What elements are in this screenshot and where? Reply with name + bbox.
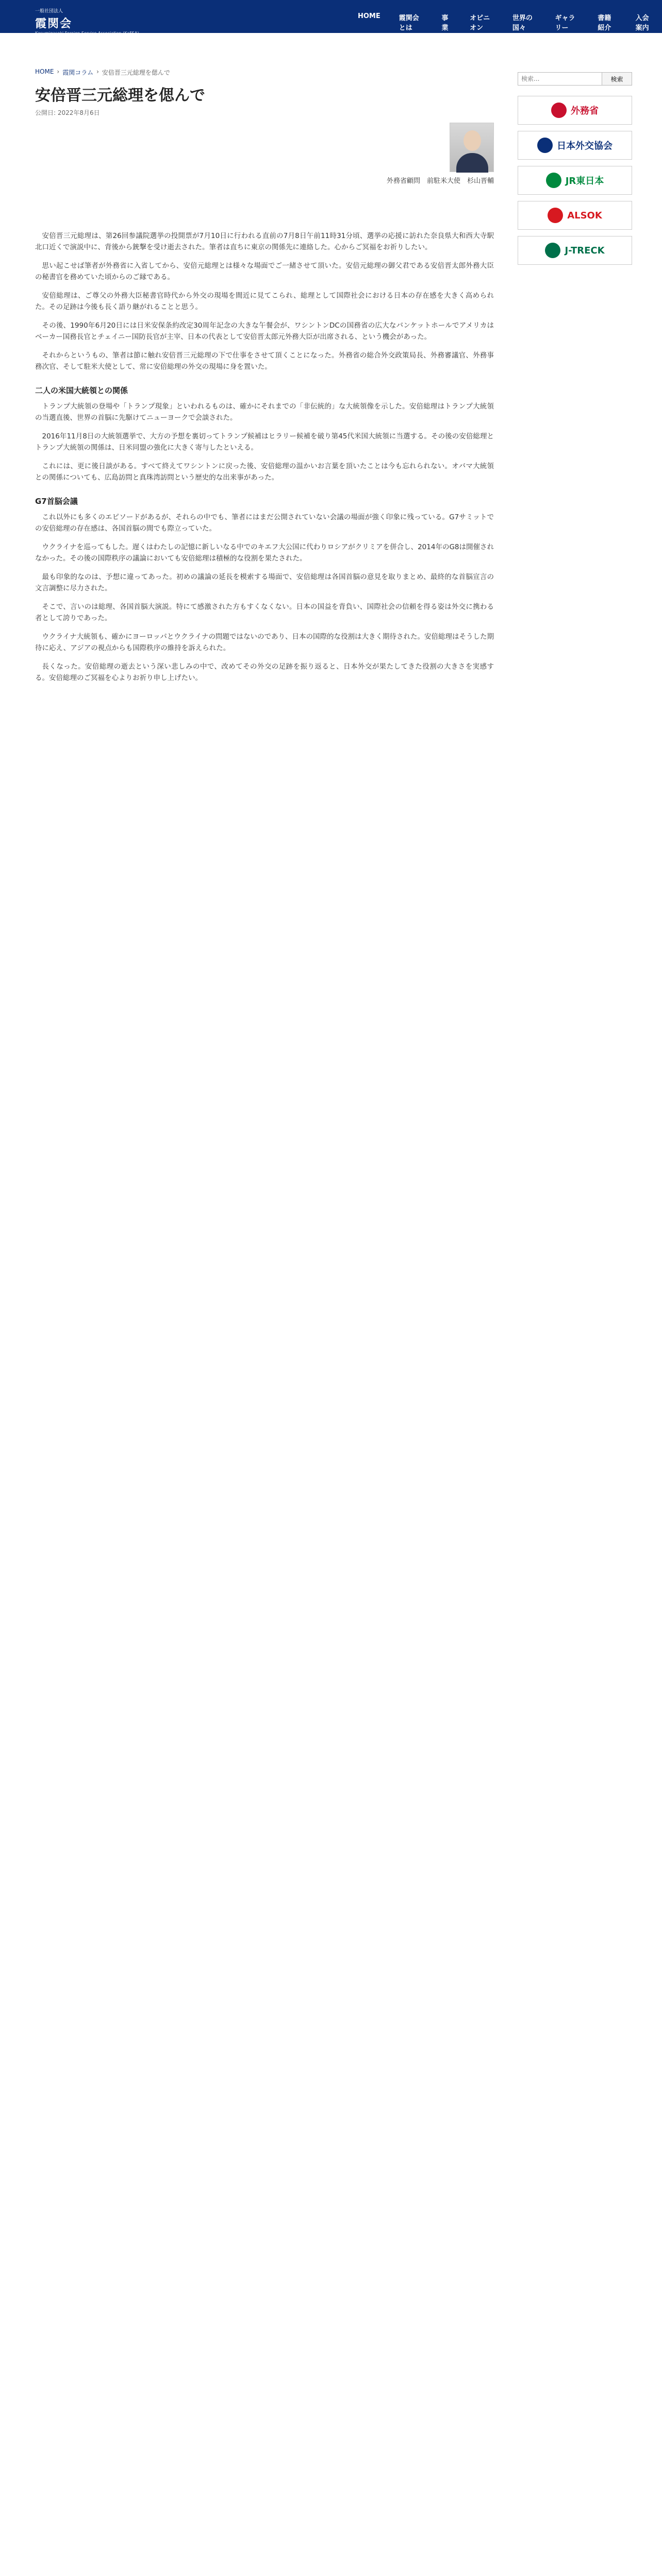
banner-logo-icon [551, 103, 567, 118]
banner-label: 外務省 [571, 106, 599, 116]
search-box [518, 72, 632, 86]
article-paragraph: その後、1990年6月20日には日米安保条約改定30周年記念の大きな午餐会が、ワシントンDCの国務省の広大なバンケットホールでアメリカはベーカー国務長官とチェイニー国防長官が主宰、日本の代表として安倍晋太郎元外務大臣が出席される、という機会があった。 [35, 321, 494, 341]
breadcrumb-current: 安倍晋三元総理を偲んで [102, 69, 170, 76]
sidebar [518, 72, 632, 271]
sidebar-banner[interactable] [518, 201, 632, 230]
site-header [0, 0, 662, 36]
page-title: 安倍晋三元総理を偲んで [35, 87, 205, 105]
banner-label: JR東日本 [565, 176, 604, 187]
nav-opinion[interactable]: オピニオン [470, 14, 490, 32]
section-heading: 二人の米国大統領との関係 [35, 386, 128, 395]
nav-home[interactable]: HOME [351, 9, 388, 35]
sidebar-banner[interactable] [518, 131, 632, 160]
article-paragraph: ウクライナ大統領も、確かにヨーロッパとウクライナの問題ではないのであり、日本の国際的な役割は大きく期待された。安倍総理はそうした期待に応え、アジアの視点からも国際秩序の維持を訴えられた。 [35, 633, 494, 652]
banner-logo-icon [537, 138, 553, 153]
nav-books[interactable]: 書籍紹介 [598, 14, 611, 32]
breadcrumb-separator: › [96, 68, 99, 75]
site-logo[interactable] [35, 7, 154, 36]
section-heading: G7首脳会議 [35, 497, 78, 506]
main-content [35, 82, 494, 691]
banner-logo-icon [548, 208, 563, 223]
search-button[interactable]: 検索 [602, 72, 632, 86]
banner-logo-icon [546, 173, 561, 188]
sidebar-banner[interactable] [518, 166, 632, 195]
sidebar-banners [518, 96, 632, 265]
article-paragraph: これには、更に後日談がある。すべて終えてワシントンに戻った後、安倍総理の温かいお言葉を頂いたことは今も忘れられない。オバマ大統領との関係についても、広島訪問と真珠湾訪問という歴史的な出来事があった。 [35, 462, 494, 482]
post-date: 公開日: 2022年8月6日 [35, 109, 100, 116]
breadcrumb-separator: › [57, 68, 60, 75]
banner-logo-icon [545, 243, 560, 258]
author-box [365, 123, 494, 185]
nav-join[interactable]: 入会案内 [635, 14, 649, 32]
sidebar-banner[interactable] [518, 96, 632, 125]
search-input[interactable] [518, 72, 602, 86]
banner-label: J-TRECK [565, 245, 605, 256]
sidebar-banner[interactable] [518, 236, 632, 265]
banner-label: ALSOK [567, 210, 602, 221]
article-paragraph: 安倍総理は、ご尊父の外務大臣秘書官時代から外交の現場を間近に見てこられ、総理として国際社会における日本の存在感を大きく高められた。その足跡は今後も長く語り継がれることと思う。 [35, 292, 494, 311]
article-paragraph: 安倍晋三元総理は、第26回参議院選挙の投開票が7月10日に行われる直前の7月8日午前11時31分頃、選挙の応援に訪れた奈良県大和西大寺駅北口近くで演説中に、背後から銃撃を受け逝去された。筆者は直ちに東京の関係先に連絡した。心からご冥福をお祈りしたい。 [35, 232, 494, 251]
nav-about[interactable]: 霞関会とは [399, 14, 419, 32]
article-paragraph: そこで、言いのは総理、各国首脳大演説。特にて感激された方もすくなくない。日本の国益を背負い、国際社会の信頼を得る姿は外交に携わる者として誇りであった。 [35, 603, 494, 622]
article-paragraph: 最も印象的なのは、予想に違ってあった。初めの議論の延長を模索する場面で、安倍総理は各国首脳の意見を取りまとめ、最終的な首脳宣言の文言調整に尽力された。 [35, 573, 494, 592]
logo-org-name: 霞関会 [35, 17, 73, 30]
breadcrumb-home[interactable]: HOME [35, 68, 54, 75]
main-nav [351, 9, 662, 35]
article-paragraph: それからというもの、筆者は節に触れ安倍晋三元総理の下で仕事をさせて頂くことになった。外務省の総合外交政策局長、外務審議官、外務事務次官、そして駐米大使として、常に安倍総理の外交の現場に身を置いた。 [35, 351, 494, 371]
breadcrumb-column[interactable]: 霞関コラム [62, 69, 94, 76]
nav-countries[interactable]: 世界の国々 [512, 14, 533, 32]
article-paragraph: トランプ大統領の登場や「トランプ現象」といわれるものは、確かにそれまでの「非伝統的」な大統領像を示した。安倍総理はトランプ大統領の当選直後、世界の首脳に先駆けてニューヨークで会談された。 [35, 402, 494, 422]
author-photo [450, 123, 494, 172]
nav-gallery[interactable]: ギャラリー [555, 14, 575, 32]
author-line: 外務省顧問 前駐米大使 杉山晋輔 [386, 177, 494, 185]
logo-org-small: 一般社団法人 [35, 9, 63, 14]
banner-label: 日本外交協会 [557, 141, 613, 151]
logo-org-en: Kasumigaseki Foreign Service Association (KaFSA) [35, 31, 139, 36]
article-body [35, 230, 494, 684]
article-paragraph: 長くなった。安倍総理の逝去という深い悲しみの中で、改めてその外交の足跡を振り返ると、日本外交が果たしてきた役割の大きさを実感する。安倍総理のご冥福を心よりお祈り申し上げたい。 [35, 663, 494, 682]
article-paragraph: ウクライナを巡ってもした。遅くはわたしの記憶に新しいなる中でのキエフ大公国に代わりロシアがクリミアを併合し、2014年のG8は開催されなかった。その後の国際秩序の議論においても安倍総理は積極的な役割を果たされた。 [35, 543, 494, 563]
article-paragraph: 思い起こせば筆者が外務省に入省してから、安倍元総理とは様々な場面でご一緒させて頂いた。安倍元総理の御父君である安倍晋太郎外務大臣の秘書官を務めていた頃からのご縁である。 [35, 262, 494, 281]
article-paragraph: 2016年11月8日の大統領選挙で、大方の予想を裏切ってトランプ候補はヒラリー候補を破り第45代米国大統領に当選する。その後の安倍総理とトランプ大統領の関係は、日米同盟の強化に大きく寄与したといえる。 [35, 432, 494, 452]
nav-projects[interactable]: 事業 [441, 14, 449, 32]
article-paragraph: これ以外にも多くのエピソードがあるが、それらの中でも、筆者にはまだ公開されていない会議の場面が強く印象に残っている。G7サミットでの安倍総理の存在感は、各国首脳の間でも際立っていた。 [35, 513, 494, 533]
breadcrumb [35, 68, 170, 77]
